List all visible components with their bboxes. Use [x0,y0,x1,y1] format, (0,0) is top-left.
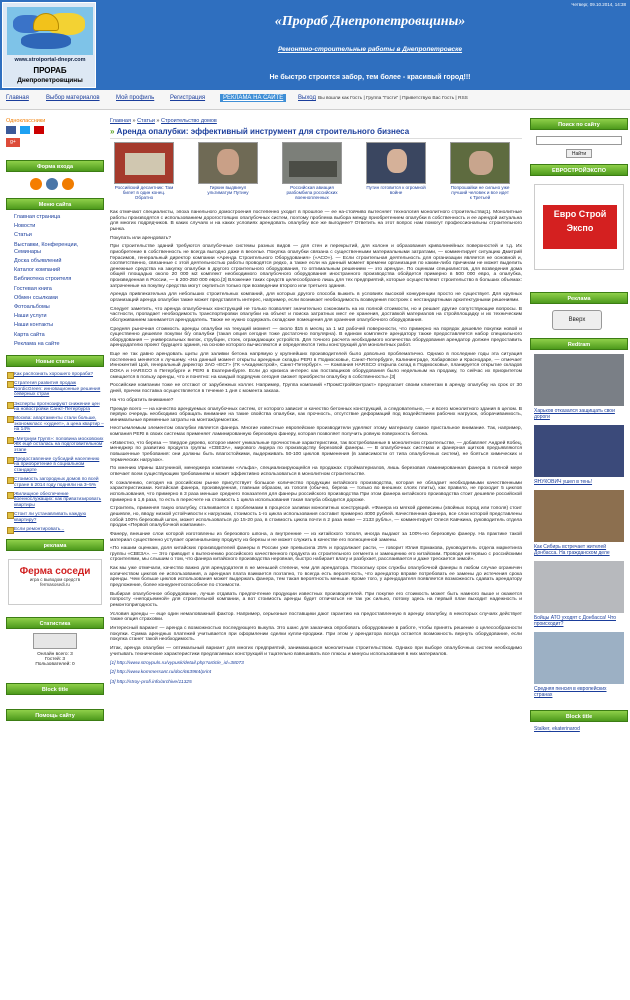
news-photo[interactable] [534,354,624,406]
paragraph: К сожалению, сегодня на российском рынке присутствует большое количество продукции китайского производства, которая не обладает необходимыми качественными характеристиками. Китайская фанера, произведенная, главным образом, из тополя (обычно, береза — только во внешних слоях плиты), как правило, не проходит 5 циклов использования, что примерно в 3 раза меньше среднего показателя для фанеры российского производства При этом фанера китайского производства стоит дешевле российской примерно в 1,6 раза, то есть в пересчете на стоимость 1 цикла использования такая палуба обходится дороже. [110,480,522,503]
search-title: Поиск по сайту [530,118,628,130]
share-buttons [6,126,104,150]
breadcrumb-category[interactable]: Строительство домов [161,118,217,124]
teaser-caption: Попрошайки не сильно уже лучший человек и все идет к Третьей [450,185,510,201]
paragraph: Фанеру, внешние слои которой изготовлены из березового шпона, а внутренние — из китайского тополя, иногда выдают за 100%-но березовую фанеру. На практике такой материал существенно уступает оригинальному продукту из березы и не может служить в качестве его полноценной замены. [110,531,522,543]
new-article-link[interactable]: «Метриум Групп»: половина московских ЖК ещё осталась на подготовительном этапе [6,436,104,454]
teaser-photo [282,142,342,184]
teaser[interactable] [114,142,174,201]
paragraph: Аренда привлекательна для небольших строительных компаний, для которых другого способа выжить в условиях высокой конкуренции просто не существует. Для крупных организаций аренда опалубки также может представлять интерес, например, если возникает необходимость возведения построек с нестандартными архитектурными решениями. [110,292,522,303]
reference-link[interactable]: [3] http://stroy-profi.info/archive/11325 [110,679,192,685]
paragraph: По мнению Ирины Шатуниной, менеджера компании «Альфа», специализирующейся на продажах стройматериалов, лишь березовая ламинированная фанера в полной мере отвечает всем существующим требованиям и может эффективно использоваться в монолитном строительстве. [110,466,522,477]
spacer [6,695,104,709]
ok-icon[interactable] [62,178,74,190]
login-form [6,172,104,198]
paragraph: «По нашим оценкам, доля китайских производителей фанеры в России уже превысила 25% и продолжает расти, — говорит Юлия Ермакова, руководитель отдела маркетинга группы «СВЕЗА». — Это приводит к вытеснению российского качественного продукта из строительного сегмента и замещению его китайским. Проводя интервью с российскими строителями, мы слышим о том, что фанера китайского производства неровная, быстро набирает влагу и разбухает, расслаивается и даже трескается зимой». [110,546,522,563]
menu-item[interactable]: Наши услуги [14,313,47,320]
login-form-title: Форма входа [6,160,104,172]
new-articles-title: Новые статьи [6,355,104,367]
paragraph: Неотъемлемым элементом опалубки является фанера. Многие известные европейские производители уделяют этому материалу самое пристальное внимание. Так, например, компания PERI в своих системах применяет ламинированную березовую фанеру, которая позволяет получить ровную поверхность бетона. [110,426,522,438]
nav-materials[interactable]: Выбор материалов [46,95,100,101]
breadcrumb-articles[interactable]: Статьи [137,118,155,124]
right-sidebar [530,118,628,736]
teaser[interactable] [366,142,426,195]
site-menu-title: Меню сайта [6,198,104,210]
news-link[interactable]: Бойцы АТО уходят с Донбасса! Что происходит? [534,615,616,627]
paragraph: Средняя рыночная стоимость аренды опалубки на текущий момент — около $15 в месяц за 1 м2 рабочей поверхности, что примерно на порядок дешевле покупки новой и существенно дешевле покупки б/у опалубки (такая опция сегодня тоже достаточно популярна). В едином комплекте арендатору также предоставляется набор специального оборудования — универсальных вилок, струбцин, стоек, ограждающих устройств. Для точного расчета необходимого количества оборудования арендатор должен предоставить арендодателю проект будущего здания, на основе которого вычисляются и определяются типы конструкций для монолитных работ. [110,326,522,349]
paragraph: При строительстве зданий требуются опалубочные системы разных видов — для стен и перекрытий, для колонн и образования криволинейных поверхностей и т.д. Их приобретение в собственность не всегда выгодно даже в веселье. Покупка опалубки связана с существенными материальными затратами, — комментирует ситуацию Дмитрий Герасимов, генеральный директор компании «Аренда Строительного Оборудования» («АСО»). — Если строительная деятельность для организации является не основной и, соответственно, связанные с этой деятельностью работы проводятся редко, а также если на данный момент времени организация по каким-либо причинам не может выделить денежные средства на закупку опалубки в другого строительного оборудования, то оптимальным решением — это аренда». По оценкам специалистов, для возведения дома общей площадью около 20 000 м2 комплект необходимого опалубочного оборудования иностранного производства обойдется примерно в 500 000 евро, а опалубка, произведенная в России, — в 200-250 000 евро.[2] Вложение таких средств целесообразно лишь для тех предприятий, которые осуществляют строительство в больших объемах: затраченные на покупку средства могут окупиться только при возведении второго или третьего здания. [110,244,522,289]
nav-logout[interactable]: Выход [298,95,316,101]
menu-item[interactable]: Статьи [14,232,32,239]
news-link[interactable]: Как Сибирь встречает жителей Донбасса. На гражданском деле [534,544,610,556]
site-subtitle[interactable]: Ремонтно-строительные работы в Днепропетровске [277,46,463,53]
paragraph: Условия аренды — еще один немаловажный фактор. Например, серьезные поставщики дают гарантию на предоставленную в аренду опалубку, в некоторых случаях действует также опция страховки. [110,611,522,623]
new-article-link[interactable]: Как распознать хорошего прораба? [6,371,104,378]
news-photo[interactable] [534,632,624,684]
logo-subtitle: Днепропетровщины [17,77,83,84]
nav-register[interactable]: Регистрация [170,95,206,101]
search-form [530,130,628,164]
left-ad-title: реклама [6,539,104,551]
teaser-caption: Гиркин выдвинул ультиматум Путину [207,185,249,196]
teaser-caption: Путин готовится к огромной войне [366,185,426,196]
counter-badge[interactable] [33,633,77,649]
site-title[interactable]: «Прораб Днепропетровщины» [274,14,466,29]
expo-banner[interactable] [530,184,628,276]
nav-home[interactable]: Главная [6,95,29,101]
subheading: На что обратить внимание? [110,397,174,403]
teaser[interactable] [450,142,510,201]
user-greeting: Вы вошли как Гость | Группа "Гости" | Приветствую Вас Гость | RSS [318,96,468,101]
teaser-photo [450,142,510,184]
paragraph: Выбирая опалубочное оборудование, лучше отдавать предпочтение продукции известных производителей. При покупке его стоимость может быть намного выше и окажется попросту «неподъемной» для строительной компании, а вот стоимость аренды будет отличаться не так уж сильно, потому здесь на первый план выходит надежность и ремонтопригодность. [110,591,522,608]
new-article-link[interactable]: Москва: апартаменты стали больше, экономкласс «худеет», а цена квартир – на 14% [6,415,104,433]
logo-title: ПРОРАБ [33,66,67,75]
stats-block [6,629,104,679]
right-block-title: Block title [530,710,628,722]
paragraph: Интересный вариант — аренда с возможностью последующего выкупа. Это шанс для заказчика опробовать оборудование в работе, чтобы принять решение о целесообразности покупки. Сумма арендных платежей учитывается при оформлении сделки купли-продажи. При этом у арендатора всегда остается возможность вернуть оборудование, если покупка станет такой необходимость. [110,626,522,643]
subheading: Покупать или арендовать? [110,235,172,241]
expo-title: ЕВРОСТРОЙЭКСПО [530,164,628,176]
news-photo[interactable] [534,490,624,542]
nav-advertising[interactable]: РЕКЛАМА НА САЙТЕ [220,94,286,102]
menu-item[interactable]: Выставки, Конференции, Семинары [14,241,79,255]
news-photo[interactable] [534,561,624,613]
menu-item[interactable]: Обмен ссылками [14,294,58,301]
paragraph: Как отмечают специалисты, эпоха панельного домостроения постепенно уходит в прошлое — ее на-стойчиво вытесняет технология монолитного строительства[1]. Монолитные работы производятся с использованием дорогостоящих опалубочных систем, поэтому проблема выбора между приобретением опалубки в собственность и ее арендой актуальна для многих подрядчиков. В каких случаях и на каких условиях арендовать опалубку все же выгоднее? Ответить на этот вопрос нам помогут профессиональны строительного рынка. [110,210,522,232]
friend-links[interactable]: Stalker, ekaterinarod [534,726,580,732]
vk-icon[interactable] [46,178,58,190]
menu-item[interactable]: Библиотека строителя [14,276,72,283]
odnoklassniki-link[interactable]: Одноклассники [6,118,46,124]
menu-item[interactable]: Реклама на сайте [14,340,60,347]
stats-online: Онлайн всего: 3 [37,652,73,658]
news-link[interactable]: ЯНУКОВИЧ ушел в тень! [534,479,593,485]
reference-link[interactable]: [2] http://www.kommersant.ru/doc/663984/print [110,670,212,676]
search-button[interactable]: Найти [566,149,592,158]
paragraph: «Известно, что береза — твердое дерево, которое имеет уникальные прочностные характеристики, так востребованные в монолитном строительстве, — добавляет Андрей Кобец, менеджер по развитию продукта группы «СВЕЗА», мирового лидера по производству березовой фанеры. — В опалубочных системах и фанерная щитков предъявляются повышенные требования: они должны быть влагостойкими, выдерживать 50-100 циклов применения (в зависимости от типа опалубочных систем), не бояться химических и термических нагрузок». [110,440,522,463]
news-teasers [110,142,522,208]
stats-guests: Гостей: 3 [44,657,66,663]
paragraph: Как мы уже отмечали, качество важно для арендодателя в не меньшей степени, чем для арендатора. Поскольку срок службы опалубочной фанеры в любом случае ограничен количеством циклов ее использования, а арендная плата взимается поэтапно, то всегда есть вероятность, что арендатор вправе потребовать ее замены до истечения срока аренды. Чем больше циклов использования может выдержать фанера, тем такая вероятность меньше. Кроме того, у арендодателя появляется возможность сдавать арендатору предложение, более конкурентоспособное по стоимости. [110,566,522,589]
teaser-photo [198,142,258,184]
new-article-link[interactable]: Предоставление субсидий населению на приобретение в социальном стандарте [6,456,104,474]
teaser-photo [114,142,174,184]
left-block-title: Block title [6,683,104,695]
teaser-caption: Российский десантник: Там билет в один конец. Обратно [114,185,174,201]
google-plus-icon[interactable]: g+ [6,138,20,147]
redtram-title: Redtram [530,338,628,350]
right-ad-title: Реклама [530,292,628,304]
teaser[interactable] [282,142,342,201]
menu-item[interactable]: Гостевая книга [14,285,52,292]
email-icon[interactable] [34,126,44,134]
nav-profile[interactable]: Мой профиль [116,95,155,101]
breadcrumb-home[interactable]: Главная [110,118,131,124]
news-link[interactable]: Харьков отказался защищать свои дороги [534,408,615,420]
menu-item[interactable]: Фотоальбомы [14,304,50,311]
new-article-link[interactable]: Эксперты прогнозируют снижение цен на новостройки Санкт-Петербурга [6,401,104,414]
paragraph: Российские компании тоже не отстают от зарубежных коллег. Например, Группа компаний «ПромСтройКонтракт» предлагает своим клиентам в аренду опалубку на срок от 30 дней, причем поставка осуществляется в течение 1 дня с момента заказа. [110,383,522,394]
paragraph: Следует заметить, что аренда опалубочных конструкций не только позволяет значительно сэкономить на их полной стоимости, но и решает другие сопутствующие вопросы. В частности, пропадает необходимость транспортировки опалубки на объект и поиска затратных мест ее хранения, доставкой материалов на стройплощадку и их техническим обслуживанием занимается арендодатель. Также не нужно содержать складские помещения для хранения опалубочного оборудования. [110,306,522,323]
site-logo[interactable] [2,2,96,88]
right-ad [530,304,628,338]
teaser[interactable] [198,142,258,195]
new-article-link[interactable]: Стратегия развития продаж NordicGreen: инновационные решения северных стран [6,380,104,398]
ad-brand: Ферма соседи [19,566,91,578]
menu-item[interactable]: Доска объявлений [14,258,62,265]
blogger-icon[interactable] [30,178,42,190]
logo-url: www.stroiportal-dnepr.com [14,57,86,63]
article-body [110,210,522,1000]
breadcrumb: Главная » Статьи » Строительство домов [110,118,217,124]
news-photo[interactable] [534,425,624,477]
twitter-icon[interactable] [20,126,30,134]
header-date: Четверг, 09.10.2014, 14:38 [571,2,626,7]
expo-label: Евро Строй Экспо [543,205,617,249]
article-title: » Аренда опалубки: эффективный инструмент для строительного бизнеса [110,127,522,139]
news-link[interactable]: Средняя пенсия в европейских странах [534,686,607,698]
site-slogan: Не быстро строится забор, тем более - красивый город!!! [269,74,471,81]
stats-title: Статистика [6,617,104,629]
reference-link[interactable]: [1] http://www.stroypuls.ru/vypusk/detail.php?article_id=38073 [110,660,244,666]
top-nav [0,90,630,110]
menu-item[interactable]: Наши контакты [14,322,54,329]
menu-item[interactable]: Новости [14,223,36,230]
ad-line-2: fermasosedi.ru [40,582,70,588]
left-sidebar [6,118,104,721]
new-article-link[interactable]: Стоимость загородных домов по всей стране в 2014 году подняли на 3–5% [6,476,104,489]
redtram-news [530,350,628,710]
teaser-photo [366,142,426,184]
site-menu [6,210,104,355]
menu-item[interactable]: Каталог компаний [14,267,61,274]
paragraph: Итак, аренда опалубки — оптимальный вариант для многих предприятий, занимающихся монолитным строительством. Однако при выборе опалубочных систем необходимо учитывать технические характеристики предлагаемых конструкций и тщательно взвешивать все плюсы и минусы использования в них материалов. [110,646,522,657]
paragraph: Еще не так давно арендовать щиты для заливки бетона напрямую у крупнейших производителей было довольно проблематично. Однако в последние годы эта ситуация постепенно меняется к лучшему. «На данный момент открыты арендные склады PERI в Подмосковье, Санкт-Петербурге, Калининграде, Хабаровске и Краснодаре, — отмечает Иннокентий Цой, генеральный директор ЗАО «ЕСГ» (ГК «Академстрой», Санкт-Петербург». — Компания HARSCO открыла склад в Подмосковье, планируется открытие складов DOKA и HARSCO в Петербурге и PERI в Екатеринбурге. Если до кризиса интерес как поставщиков оборудования было недельным на продажу, то сейчас их приоритетом смещается в пользу аренды, что и понятно: на каждый подрядчик сегодня сможет приобрести опалубку в собственность».[3] [110,352,522,380]
scroll-up-button[interactable]: Вверх [552,310,602,330]
help-title: Помощь сайту [6,709,104,721]
header [0,0,630,90]
menu-item[interactable]: Карта сайта [14,331,45,338]
teaser-caption: Российская авиация разбомбила российских военнопленных [286,185,338,201]
paragraph: Прежде всего — на качество арендуемых опалубочных систем, от которого зависит и качество бетонных конструкций, а следовательно, — и всего монолитного здания в целом. В первую очередь необходимо обращать внимание на такие свойства опалубки, как прочность, отсутствие деформаций под воздействием рабочих нагрузок, оборачиваемость, минимальные временные затраты на монтаж/демонтаж. [110,406,522,423]
search-input[interactable] [536,136,622,145]
new-article-link[interactable]: Стоит ли устанавливать каждую квартиру? [6,511,104,524]
main-content [110,118,522,1000]
ferma-ad-banner[interactable] [8,559,102,605]
stats-users: Пользователей: 0 [35,662,75,668]
new-article-link[interactable]: Если ремонтировать... [6,526,104,533]
ad-line-1: игра с выводом средств [29,577,81,583]
menu-item[interactable]: Главная страница [14,214,61,220]
new-article-link[interactable]: Жилищное обеспечение военнослужащих: как приватизировать квартиры [6,491,104,509]
paragraph: Строитель, применяя такую опалубку, сталкивается с проблемами в процессе заливки монолитных конструкций. «Фанера из мягкой древесины (хвойных пород или тополя) стоит дешевле, но, вводу низкой устойчивости к нагрузкам, стоимость 1-го цикла использования составит примерно 4000 рублей. Качественная фанера, все слои которой представлены собой 100% березовый шпон, может использоваться до 15-20 раз, в стоимость цикла почти в 2 раза ниже — 2133 рубль», — комментирует Олеся Кавчкина, руководитель отдела продаж «Первой опалубочной компании». [110,506,522,529]
facebook-icon[interactable] [6,126,16,134]
new-articles-list [6,367,104,539]
